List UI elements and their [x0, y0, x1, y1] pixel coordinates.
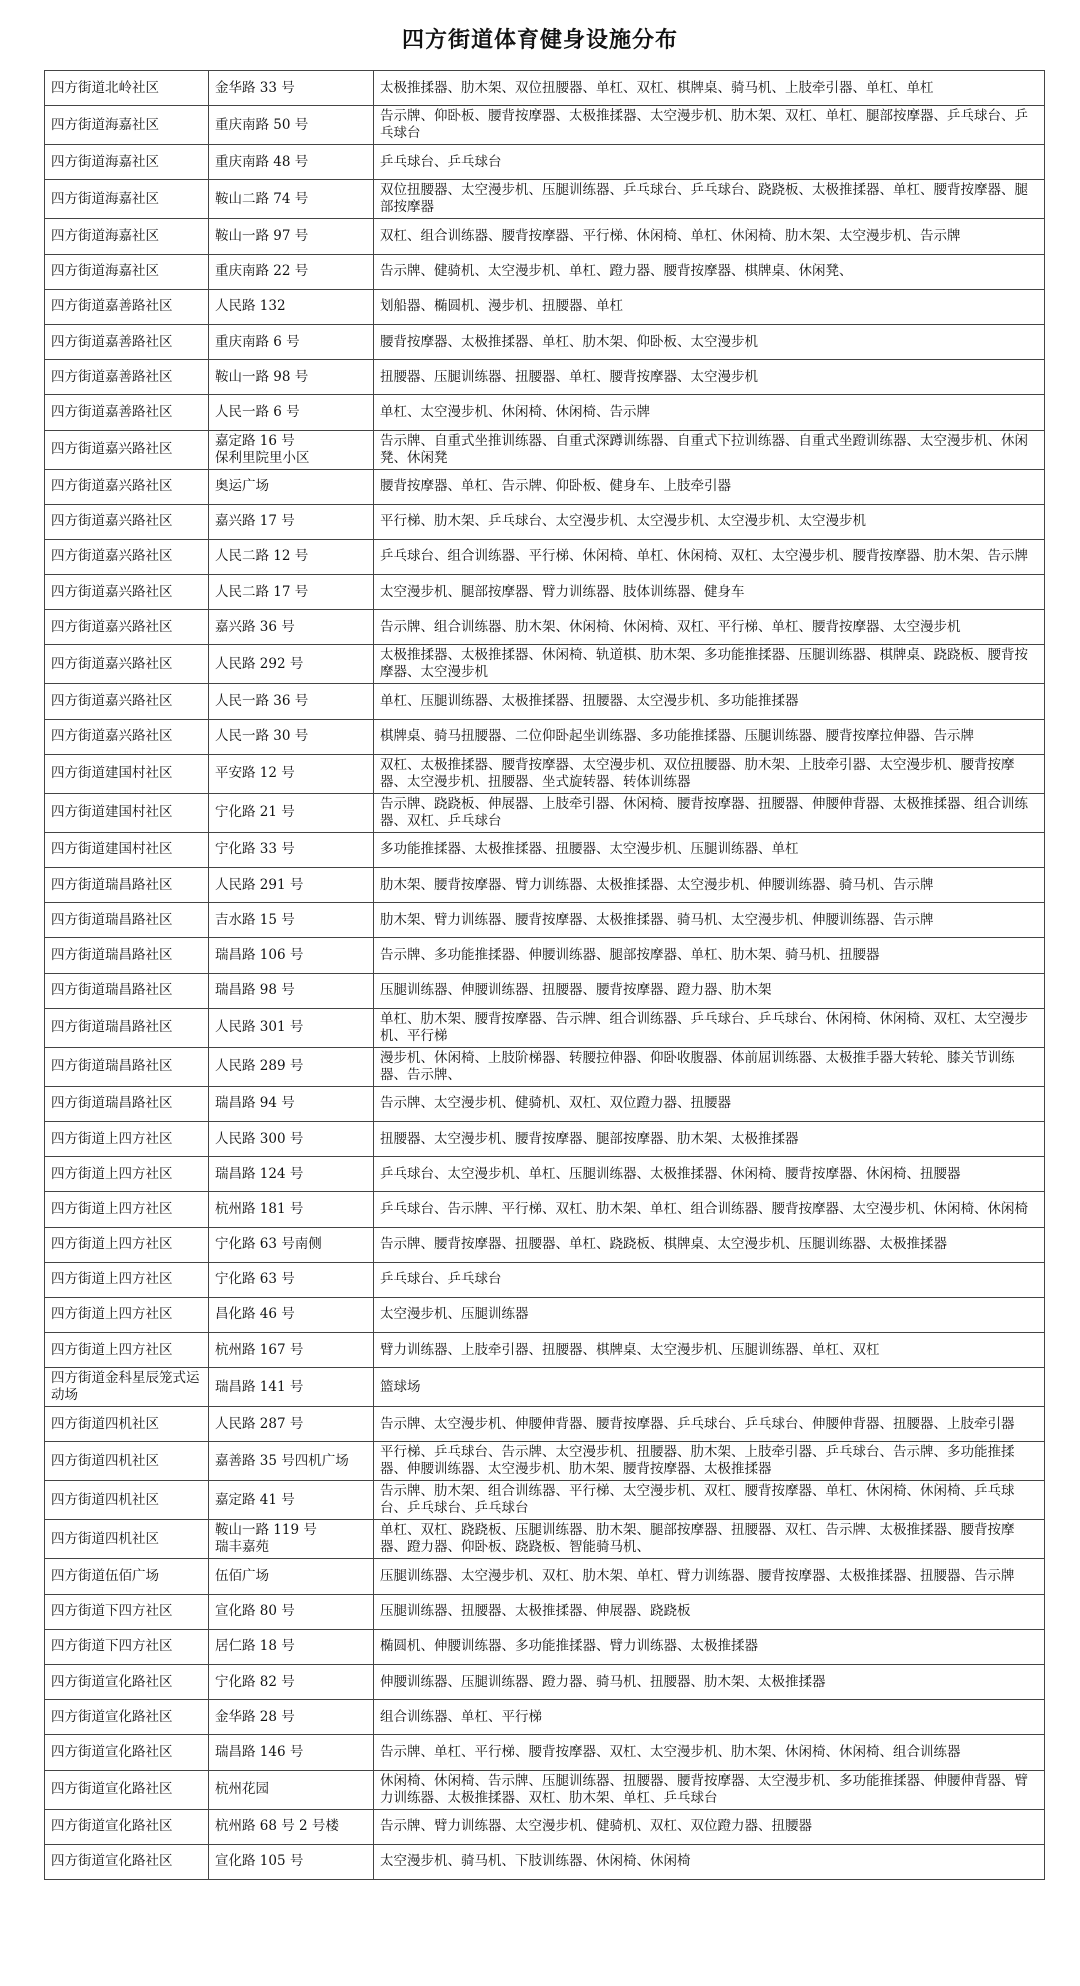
address-cell: 宣化路 80 号 — [209, 1594, 374, 1629]
equipment-cell: 太空漫步机、骑马机、下肢训练器、休闲椅、休闲椅 — [374, 1844, 1045, 1879]
address-cell: 杭州路 167 号 — [209, 1333, 374, 1368]
community-cell: 四方街道上四方社区 — [45, 1262, 209, 1297]
community-cell: 四方街道四机社区 — [45, 1481, 209, 1520]
table-row — [45, 1844, 1045, 1879]
equipment-cell: 扭腰器、压腿训练器、扭腰器、单杠、腰背按摩器、太空漫步机 — [374, 360, 1045, 395]
address-cell: 人民二路 17 号 — [209, 575, 374, 610]
equipment-cell: 漫步机、休闲椅、上肢阶梯器、转腰拉伸器、仰卧收腹器、体前屈训练器、太极推手器大转轮、膝关节训练器、告示牌、 — [374, 1047, 1045, 1086]
equipment-cell: 乒乓球台、乒乓球台 — [374, 1262, 1045, 1297]
table-row — [45, 684, 1045, 719]
table-row — [45, 254, 1045, 289]
equipment-cell: 平行梯、乒乓球台、告示牌、太空漫步机、扭腰器、肋木架、上肢牵引器、乒乓球台、告示牌、多功能推揉器、伸腰训练器、太空漫步机、肋木架、腰背按摩器、太极推揉器 — [374, 1442, 1045, 1481]
community-cell: 四方街道嘉兴路社区 — [45, 575, 209, 610]
equipment-cell: 单杠、压腿训练器、太极推揉器、扭腰器、太空漫步机、多功能推揉器 — [374, 684, 1045, 719]
address-cell: 奥运广场 — [209, 469, 374, 504]
community-cell: 四方街道海嘉社区 — [45, 180, 209, 219]
community-cell: 四方街道嘉兴路社区 — [45, 430, 209, 469]
table-row — [45, 1809, 1045, 1844]
table-row — [45, 575, 1045, 610]
table-row — [45, 106, 1045, 145]
address-cell: 宁化路 21 号 — [209, 793, 374, 832]
address-cell: 瑞昌路 94 号 — [209, 1086, 374, 1121]
equipment-cell: 腰背按摩器、单杠、告示牌、仰卧板、健身车、上肢牵引器 — [374, 469, 1045, 504]
community-cell: 四方街道瑞昌路社区 — [45, 938, 209, 973]
facilities-table-body — [45, 71, 1045, 1880]
equipment-cell: 组合训练器、单杠、平行梯 — [374, 1700, 1045, 1735]
address-cell: 金华路 28 号 — [209, 1700, 374, 1735]
table-row — [45, 1665, 1045, 1700]
community-cell: 四方街道瑞昌路社区 — [45, 1008, 209, 1047]
community-cell: 四方街道嘉兴路社区 — [45, 719, 209, 754]
address-cell: 伍佰广场 — [209, 1559, 374, 1594]
table-row — [45, 1559, 1045, 1594]
address-cell: 居仁路 18 号 — [209, 1629, 374, 1664]
table-row — [45, 219, 1045, 254]
community-cell: 四方街道海嘉社区 — [45, 254, 209, 289]
table-row — [45, 395, 1045, 430]
equipment-cell: 压腿训练器、扭腰器、太极推揉器、伸展器、跷跷板 — [374, 1594, 1045, 1629]
equipment-cell: 伸腰训练器、压腿训练器、蹬力器、骑马机、扭腰器、肋木架、太极推揉器 — [374, 1665, 1045, 1700]
community-cell: 四方街道瑞昌路社区 — [45, 903, 209, 938]
address-cell: 鞍山一路 98 号 — [209, 360, 374, 395]
address-cell: 重庆南路 6 号 — [209, 324, 374, 359]
table-row — [45, 868, 1045, 903]
equipment-cell: 压腿训练器、伸腰训练器、扭腰器、腰背按摩器、蹬力器、肋木架 — [374, 973, 1045, 1008]
equipment-cell: 乒乓球台、告示牌、平行梯、双杠、肋木架、单杠、组合训练器、腰背按摩器、太空漫步机、休闲椅、休闲椅 — [374, 1192, 1045, 1227]
community-cell: 四方街道嘉善路社区 — [45, 360, 209, 395]
community-cell: 四方街道四机社区 — [45, 1407, 209, 1442]
community-cell: 四方街道嘉善路社区 — [45, 324, 209, 359]
community-cell: 四方街道嘉兴路社区 — [45, 645, 209, 684]
community-cell: 四方街道伍佰广场 — [45, 1559, 209, 1594]
community-cell: 四方街道宣化路社区 — [45, 1770, 209, 1809]
equipment-cell: 单杠、肋木架、腰背按摩器、告示牌、组合训练器、乒乓球台、乒乓球台、休闲椅、休闲椅、双杠、太空漫步机、平行梯 — [374, 1008, 1045, 1047]
address-cell: 人民路 289 号 — [209, 1047, 374, 1086]
table-row — [45, 1047, 1045, 1086]
table-row — [45, 469, 1045, 504]
equipment-cell: 乒乓球台、乒乓球台 — [374, 145, 1045, 180]
address-cell: 鞍山二路 74 号 — [209, 180, 374, 219]
address-cell: 重庆南路 48 号 — [209, 145, 374, 180]
table-row — [45, 645, 1045, 684]
community-cell: 四方街道海嘉社区 — [45, 106, 209, 145]
community-cell: 四方街道瑞昌路社区 — [45, 1047, 209, 1086]
address-cell: 人民路 292 号 — [209, 645, 374, 684]
address-cell: 宣化路 105 号 — [209, 1844, 374, 1879]
community-cell: 四方街道四机社区 — [45, 1442, 209, 1481]
community-cell: 四方街道嘉兴路社区 — [45, 610, 209, 645]
community-cell: 四方街道海嘉社区 — [45, 219, 209, 254]
equipment-cell: 乒乓球台、组合训练器、平行梯、休闲椅、单杠、休闲椅、双杠、太空漫步机、腰背按摩器、肋木架、告示牌 — [374, 539, 1045, 574]
table-row — [45, 1629, 1045, 1664]
community-cell: 四方街道宣化路社区 — [45, 1844, 209, 1879]
table-row — [45, 1700, 1045, 1735]
community-cell: 四方街道嘉兴路社区 — [45, 504, 209, 539]
address-cell: 人民一路 36 号 — [209, 684, 374, 719]
table-row — [45, 610, 1045, 645]
community-cell: 四方街道上四方社区 — [45, 1192, 209, 1227]
table-row — [45, 832, 1045, 867]
community-cell: 四方街道建国村社区 — [45, 832, 209, 867]
table-row — [45, 903, 1045, 938]
community-cell: 四方街道宣化路社区 — [45, 1735, 209, 1770]
equipment-cell: 肋木架、臂力训练器、腰背按摩器、太极推揉器、骑马机、太空漫步机、伸腰训练器、告示牌 — [374, 903, 1045, 938]
table-row — [45, 1157, 1045, 1192]
equipment-cell: 告示牌、多功能推揉器、伸腰训练器、腿部按摩器、单杠、肋木架、骑马机、扭腰器 — [374, 938, 1045, 973]
community-cell: 四方街道上四方社区 — [45, 1157, 209, 1192]
address-cell: 鞍山一路 97 号 — [209, 219, 374, 254]
table-row — [45, 1121, 1045, 1156]
table-row — [45, 938, 1045, 973]
equipment-cell: 单杠、太空漫步机、休闲椅、休闲椅、告示牌 — [374, 395, 1045, 430]
address-cell: 杭州路 181 号 — [209, 1192, 374, 1227]
table-row — [45, 1297, 1045, 1332]
address-cell: 嘉兴路 36 号 — [209, 610, 374, 645]
equipment-cell: 太空漫步机、压腿训练器 — [374, 1297, 1045, 1332]
equipment-cell: 划船器、椭圆机、漫步机、扭腰器、单杠 — [374, 289, 1045, 324]
equipment-cell: 乒乓球台、太空漫步机、单杠、压腿训练器、太极推揉器、休闲椅、腰背按摩器、休闲椅、扭腰器 — [374, 1157, 1045, 1192]
equipment-cell: 压腿训练器、太空漫步机、双杠、肋木架、单杠、臂力训练器、腰背按摩器、太极推揉器、扭腰器、告示牌 — [374, 1559, 1045, 1594]
table-row — [45, 1481, 1045, 1520]
address-cell: 鞍山一路 119 号 瑞丰嘉苑 — [209, 1520, 374, 1559]
community-cell: 四方街道建国村社区 — [45, 754, 209, 793]
equipment-cell: 告示牌、仰卧板、腰背按摩器、太极推揉器、太空漫步机、肋木架、双杠、单杠、腿部按摩器、乒乓球台、乒乓球台 — [374, 106, 1045, 145]
equipment-cell: 双杠、组合训练器、腰背按摩器、平行梯、休闲椅、单杠、休闲椅、肋木架、太空漫步机、告示牌 — [374, 219, 1045, 254]
address-cell: 重庆南路 50 号 — [209, 106, 374, 145]
address-cell: 人民一路 6 号 — [209, 395, 374, 430]
table-row — [45, 1735, 1045, 1770]
community-cell: 四方街道下四方社区 — [45, 1629, 209, 1664]
address-cell: 瑞昌路 106 号 — [209, 938, 374, 973]
table-row — [45, 1008, 1045, 1047]
table-row — [45, 754, 1045, 793]
address-cell: 重庆南路 22 号 — [209, 254, 374, 289]
table-row — [45, 1368, 1045, 1407]
community-cell: 四方街道嘉善路社区 — [45, 289, 209, 324]
table-row — [45, 719, 1045, 754]
equipment-cell: 告示牌、臂力训练器、太空漫步机、健骑机、双杠、双位蹬力器、扭腰器 — [374, 1809, 1045, 1844]
equipment-cell: 扭腰器、太空漫步机、腰背按摩器、腿部按摩器、肋木架、太极推揉器 — [374, 1121, 1045, 1156]
equipment-cell: 棋牌桌、骑马扭腰器、二位仰卧起坐训练器、多功能推揉器、压腿训练器、腰背按摩拉伸器、告示牌 — [374, 719, 1045, 754]
table-row — [45, 1520, 1045, 1559]
table-row — [45, 1262, 1045, 1297]
address-cell: 宁化路 33 号 — [209, 832, 374, 867]
address-cell: 人民路 301 号 — [209, 1008, 374, 1047]
address-cell: 瑞昌路 141 号 — [209, 1368, 374, 1407]
address-cell: 嘉定路 16 号 保利里院里小区 — [209, 430, 374, 469]
community-cell: 四方街道嘉兴路社区 — [45, 684, 209, 719]
table-row — [45, 289, 1045, 324]
equipment-cell: 太空漫步机、腿部按摩器、臂力训练器、肢体训练器、健身车 — [374, 575, 1045, 610]
equipment-cell: 告示牌、肋木架、组合训练器、平行梯、太空漫步机、双杠、腰背按摩器、单杠、休闲椅、休闲椅、乒乓球台、乒乓球台、乒乓球台 — [374, 1481, 1045, 1520]
equipment-cell: 肋木架、腰背按摩器、臂力训练器、太极推揉器、太空漫步机、伸腰训练器、骑马机、告示牌 — [374, 868, 1045, 903]
address-cell: 人民二路 12 号 — [209, 539, 374, 574]
address-cell: 吉水路 15 号 — [209, 903, 374, 938]
address-cell: 人民一路 30 号 — [209, 719, 374, 754]
table-row — [45, 1333, 1045, 1368]
address-cell: 宁化路 63 号南侧 — [209, 1227, 374, 1262]
community-cell: 四方街道宣化路社区 — [45, 1665, 209, 1700]
community-cell: 四方街道上四方社区 — [45, 1227, 209, 1262]
address-cell: 嘉善路 35 号四机广场 — [209, 1442, 374, 1481]
equipment-cell: 告示牌、健骑机、太空漫步机、单杠、蹬力器、腰背按摩器、棋牌桌、休闲凳、 — [374, 254, 1045, 289]
address-cell: 杭州路 68 号 2 号楼 — [209, 1809, 374, 1844]
address-cell: 瑞昌路 98 号 — [209, 973, 374, 1008]
equipment-cell: 告示牌、单杠、平行梯、腰背按摩器、双杠、太空漫步机、肋木架、休闲椅、休闲椅、组合训练器 — [374, 1735, 1045, 1770]
community-cell: 四方街道四机社区 — [45, 1520, 209, 1559]
table-row — [45, 973, 1045, 1008]
address-cell: 杭州花园 — [209, 1770, 374, 1809]
address-cell: 嘉兴路 17 号 — [209, 504, 374, 539]
equipment-cell: 平行梯、肋木架、乒乓球台、太空漫步机、太空漫步机、太空漫步机、太空漫步机 — [374, 504, 1045, 539]
equipment-cell: 单杠、双杠、跷跷板、压腿训练器、肋木架、腿部按摩器、扭腰器、双杠、告示牌、太极推揉器、腰背按摩器、蹬力器、仰卧板、跷跷板、智能骑马机、 — [374, 1520, 1045, 1559]
equipment-cell: 告示牌、跷跷板、伸展器、上肢牵引器、休闲椅、腰背按摩器、扭腰器、伸腰伸背器、太极推揉器、组合训练器、双杠、乒乓球台 — [374, 793, 1045, 832]
facilities-table — [44, 70, 1045, 1880]
address-cell: 宁化路 82 号 — [209, 1665, 374, 1700]
community-cell: 四方街道瑞昌路社区 — [45, 973, 209, 1008]
community-cell: 四方街道下四方社区 — [45, 1594, 209, 1629]
community-cell: 四方街道上四方社区 — [45, 1121, 209, 1156]
table-row — [45, 1594, 1045, 1629]
equipment-cell: 告示牌、自重式坐推训练器、自重式深蹲训练器、自重式下拉训练器、自重式坐蹬训练器、太空漫步机、休闲凳、休闲凳 — [374, 430, 1045, 469]
equipment-cell: 双杠、太极推揉器、腰背按摩器、太空漫步机、双位扭腰器、肋木架、上肢牵引器、太空漫步机、腰背按摩器、太空漫步机、扭腰器、坐式旋转器、转体训练器 — [374, 754, 1045, 793]
community-cell: 四方街道嘉兴路社区 — [45, 469, 209, 504]
address-cell: 人民路 287 号 — [209, 1407, 374, 1442]
equipment-cell: 腰背按摩器、太极推揉器、单杠、肋木架、仰卧板、太空漫步机 — [374, 324, 1045, 359]
community-cell: 四方街道嘉兴路社区 — [45, 539, 209, 574]
equipment-cell: 篮球场 — [374, 1368, 1045, 1407]
address-cell: 嘉定路 41 号 — [209, 1481, 374, 1520]
address-cell: 人民路 300 号 — [209, 1121, 374, 1156]
community-cell: 四方街道宣化路社区 — [45, 1700, 209, 1735]
equipment-cell: 多功能推揉器、太极推揉器、扭腰器、太空漫步机、压腿训练器、单杠 — [374, 832, 1045, 867]
table-row — [45, 1442, 1045, 1481]
equipment-cell: 双位扭腰器、太空漫步机、压腿训练器、乒乓球台、乒乓球台、跷跷板、太极推揉器、单杠、腰背按摩器、腿部按摩器 — [374, 180, 1045, 219]
table-row — [45, 71, 1045, 106]
community-cell: 四方街道海嘉社区 — [45, 145, 209, 180]
equipment-cell: 休闲椅、休闲椅、告示牌、压腿训练器、扭腰器、腰背按摩器、太空漫步机、多功能推揉器、伸腰伸背器、臂力训练器、太极推揉器、双杠、肋木架、单杠、乒乓球台 — [374, 1770, 1045, 1809]
community-cell: 四方街道建国村社区 — [45, 793, 209, 832]
equipment-cell: 臂力训练器、上肢牵引器、扭腰器、棋牌桌、太空漫步机、压腿训练器、单杠、双杠 — [374, 1333, 1045, 1368]
table-row — [45, 1227, 1045, 1262]
table-row — [45, 360, 1045, 395]
table-row — [45, 430, 1045, 469]
address-cell: 昌化路 46 号 — [209, 1297, 374, 1332]
equipment-cell: 椭圆机、伸腰训练器、多功能推揉器、臂力训练器、太极推揉器 — [374, 1629, 1045, 1664]
page-title: 四方街道体育健身设施分布 — [401, 27, 678, 53]
equipment-cell: 告示牌、太空漫步机、伸腰伸背器、腰背按摩器、乒乓球台、乒乓球台、伸腰伸背器、扭腰器、上肢牵引器 — [374, 1407, 1045, 1442]
table-row — [45, 1086, 1045, 1121]
table-row — [45, 504, 1045, 539]
community-cell: 四方街道上四方社区 — [45, 1297, 209, 1332]
table-row — [45, 1407, 1045, 1442]
table-row — [45, 145, 1045, 180]
table-row — [45, 324, 1045, 359]
community-cell: 四方街道瑞昌路社区 — [45, 868, 209, 903]
table-row — [45, 180, 1045, 219]
table-row — [45, 1770, 1045, 1809]
address-cell: 平安路 12 号 — [209, 754, 374, 793]
community-cell: 四方街道嘉善路社区 — [45, 395, 209, 430]
address-cell: 人民路 132 — [209, 289, 374, 324]
equipment-cell: 告示牌、组合训练器、肋木架、休闲椅、休闲椅、双杠、平行梯、单杠、腰背按摩器、太空漫步机 — [374, 610, 1045, 645]
community-cell: 四方街道宣化路社区 — [45, 1809, 209, 1844]
community-cell: 四方街道瑞昌路社区 — [45, 1086, 209, 1121]
address-cell: 瑞昌路 124 号 — [209, 1157, 374, 1192]
table-row — [45, 793, 1045, 832]
equipment-cell: 太极推揉器、太极推揉器、休闲椅、轨道棋、肋木架、多功能推揉器、压腿训练器、棋牌桌、跷跷板、腰背按摩器、太空漫步机 — [374, 645, 1045, 684]
address-cell: 宁化路 63 号 — [209, 1262, 374, 1297]
equipment-cell: 告示牌、腰背按摩器、扭腰器、单杠、跷跷板、棋牌桌、太空漫步机、压腿训练器、太极推揉器 — [374, 1227, 1045, 1262]
address-cell: 人民路 291 号 — [209, 868, 374, 903]
table-row — [45, 1192, 1045, 1227]
community-cell: 四方街道北岭社区 — [45, 71, 209, 106]
equipment-cell: 告示牌、太空漫步机、健骑机、双杠、双位蹬力器、扭腰器 — [374, 1086, 1045, 1121]
address-cell: 瑞昌路 146 号 — [209, 1735, 374, 1770]
table-row — [45, 539, 1045, 574]
equipment-cell: 太极推揉器、肋木架、双位扭腰器、单杠、双杠、棋牌桌、骑马机、上肢牵引器、单杠、单杠 — [374, 71, 1045, 106]
community-cell: 四方街道上四方社区 — [45, 1333, 209, 1368]
address-cell: 金华路 33 号 — [209, 71, 374, 106]
community-cell: 四方街道金科星辰笼式运动场 — [45, 1368, 209, 1407]
